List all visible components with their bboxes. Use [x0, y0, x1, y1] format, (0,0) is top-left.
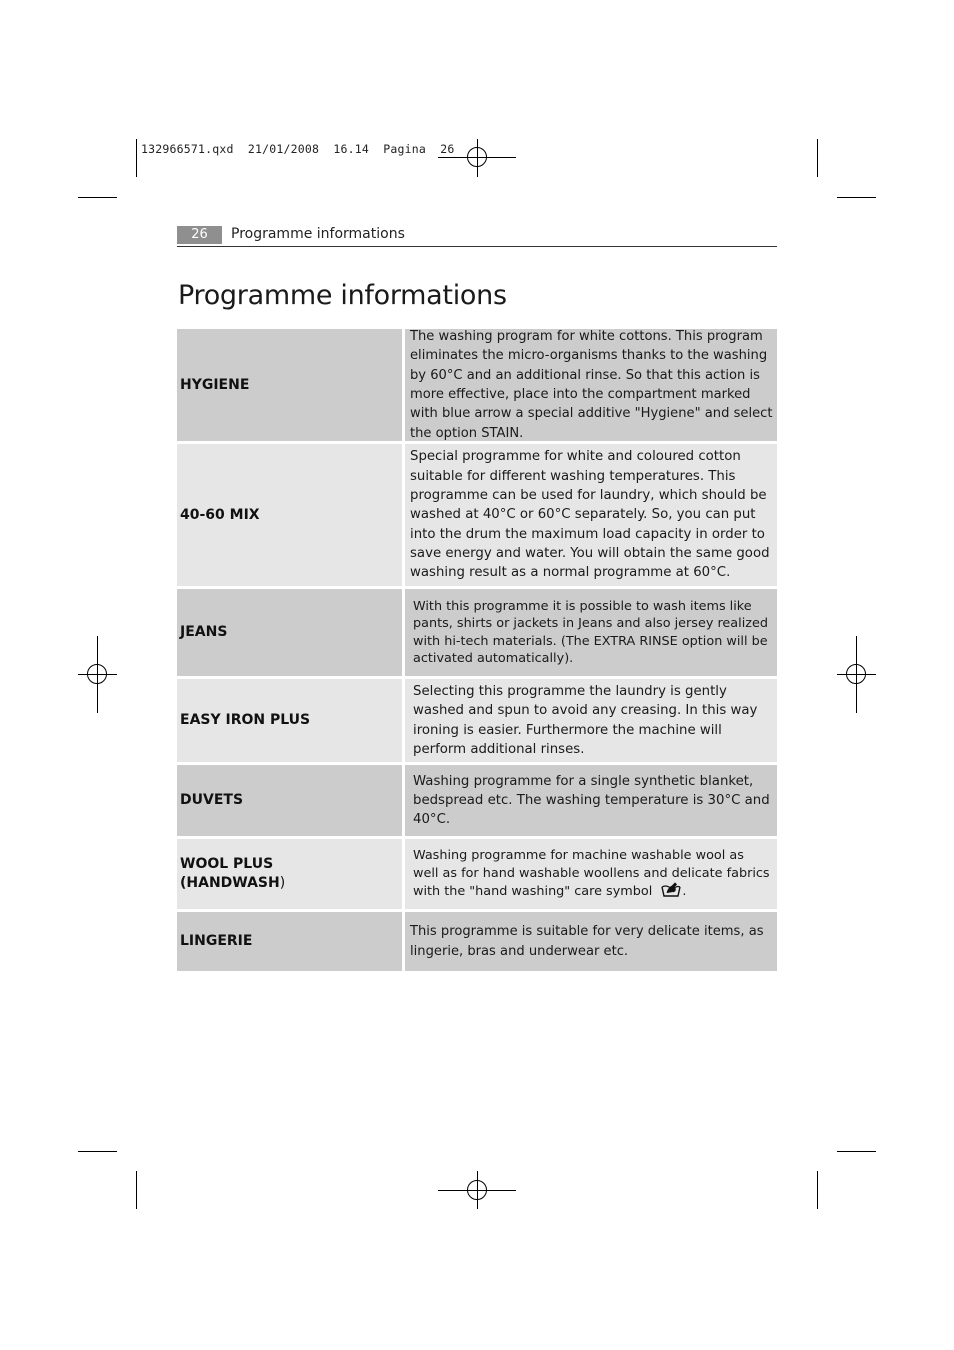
programme-description: The washing program for white cottons. This program eliminates the micro-organisms thanks to the washing by 60°C and an additional rinse. So that this action is more effective, place into the compartment marked with blue arrow a special additive "Hygiene" and select the option STAIN. [405, 329, 777, 441]
programme-name: 40-60 MIX [177, 444, 402, 586]
table-row [177, 912, 777, 971]
header-divider [177, 246, 777, 247]
programme-name: DUVETS [177, 765, 402, 836]
programme-description: Washing programme for a single synthetic blanket, bedspread etc. The washing temperature is 30°C and 40°C. [405, 765, 777, 836]
hand-wash-icon [660, 882, 682, 898]
programme-name: JEANS [177, 589, 402, 676]
programme-name: HYGIENE [177, 329, 402, 441]
programme-name-line2-end: ) [279, 875, 286, 891]
programme-name [177, 839, 402, 909]
table-row [177, 679, 777, 762]
programme-table [177, 329, 777, 974]
crop-mark [837, 197, 876, 198]
crop-mark [136, 1171, 137, 1209]
programme-description [405, 839, 777, 909]
crop-mark [817, 139, 818, 177]
programme-description: Special programme for white and coloured cotton suitable for different washing temperatures. This programme can be used for laundry, which should be washed at 40°C or 60°C separately. So, you can put into the drum the maximum load capacity in order to save energy and water. You will obtain the same good washing result as a normal programme at 60°C. [405, 444, 777, 586]
programme-description: This programme is suitable for very delicate items, as lingerie, bras and underwear etc. [405, 912, 777, 971]
programme-name: EASY IRON PLUS [177, 679, 402, 762]
table-row [177, 444, 777, 586]
page-number-badge: 26 [177, 226, 222, 244]
table-row [177, 765, 777, 836]
table-row [177, 329, 777, 441]
crop-mark [837, 1151, 876, 1152]
programme-description-text: Washing programme for machine washable wool as well as for hand washable woollens and delicate fabrics with the "hand washing" care symbol [413, 848, 770, 900]
table-row [177, 589, 777, 676]
programme-name-line2: (HANDWASH [180, 875, 280, 891]
programme-name-line1: WOOL PLUS [180, 856, 274, 872]
table-row [177, 839, 777, 909]
crop-mark [78, 197, 117, 198]
programme-description-end: . [682, 884, 687, 900]
programme-description: With this programme it is possible to wash items like pants, shirts or jackets in Jeans and also jersey realized with hi-tech materials. (The EXTRA RINSE option will be activated automatically). [405, 589, 777, 676]
programme-description: Selecting this programme the laundry is gently washed and spun to avoid any creasing. In this way ironing is easier. Furthermore the machine will perform additional rinses. [405, 679, 777, 762]
crop-mark [78, 1151, 117, 1152]
page-title: Programme informations [178, 280, 507, 311]
print-slug: 132966571.qxd 21/01/2008 16.14 Pagina 26 [141, 142, 455, 156]
crop-mark [817, 1171, 818, 1209]
programme-name: LINGERIE [177, 912, 402, 971]
crop-mark [136, 139, 137, 177]
running-header-title: Programme informations [231, 226, 405, 242]
